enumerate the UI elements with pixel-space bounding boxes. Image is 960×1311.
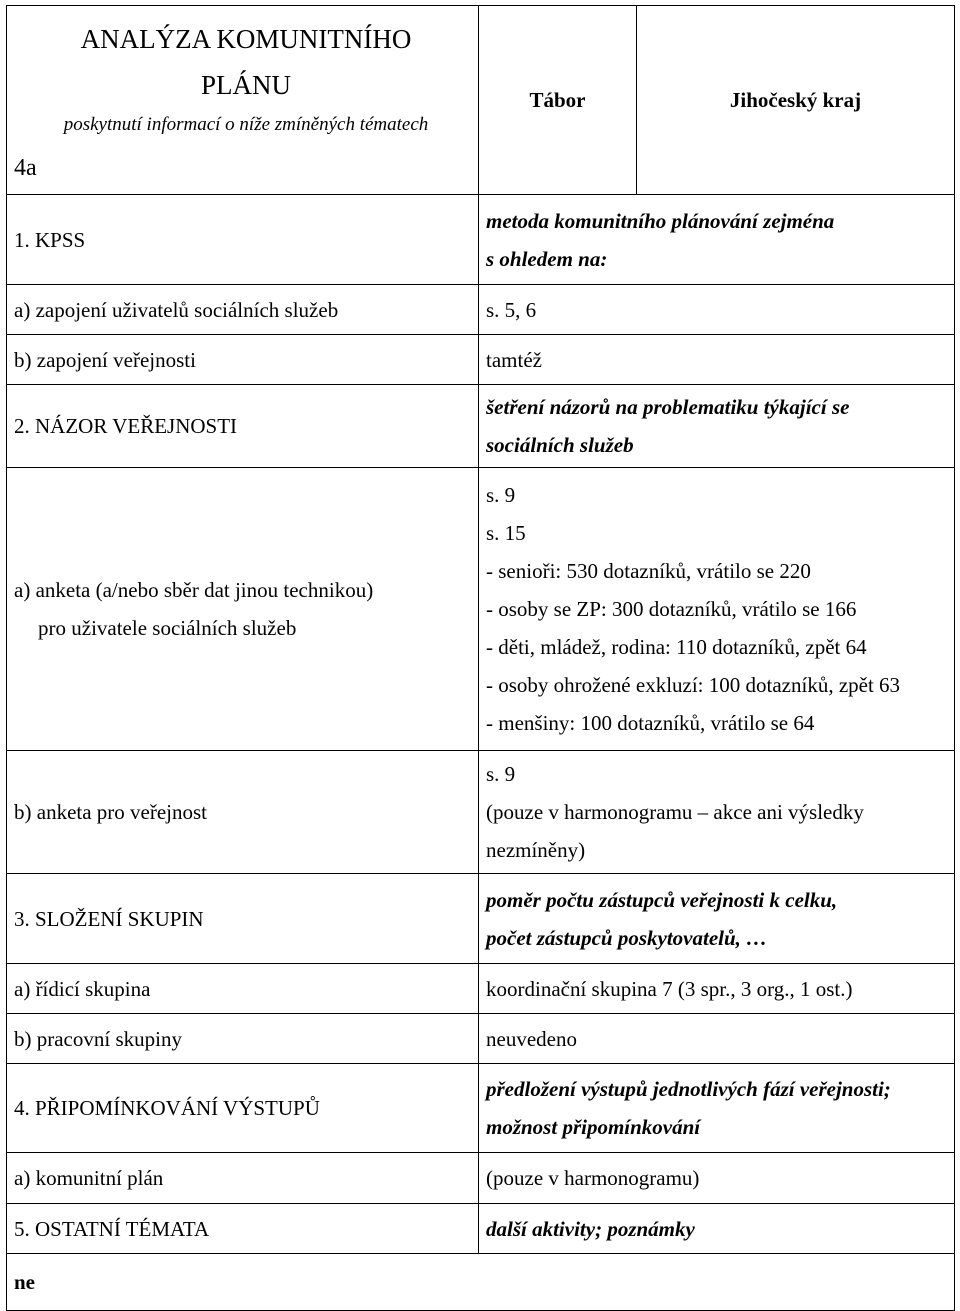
s4-a-value: (pouze v harmonogramu) (479, 1153, 955, 1204)
s4-heading-row (7, 1064, 955, 1153)
s2-b-line: s. 9 (486, 762, 516, 786)
s2-a-line: - menšiny: 100 dotazníků, vrátilo se 64 (486, 711, 815, 735)
header-row (7, 6, 955, 195)
s2-heading-row (7, 385, 955, 468)
s1-a-label: a) zapojení uživatelů sociálních služeb (7, 285, 479, 335)
region-cell: Jihočeský kraj (637, 6, 955, 195)
s2-a-label-line1: a) anketa (a/nebo sběr dat jinou technikou) (14, 578, 374, 602)
s2-a-line: s. 9 (486, 483, 516, 507)
s1-a-row (7, 285, 955, 335)
s2-note-line1: šetření názorů na problematiku týkající se (486, 395, 850, 419)
city-cell: Tábor (479, 6, 637, 195)
s1-heading: 1. KPSS (7, 195, 479, 285)
s3-a-label: a) řídicí skupina (7, 964, 479, 1014)
s3-heading-row (7, 874, 955, 964)
s1-note-line1: metoda komunitního plánování zejména (486, 208, 835, 233)
s5-value: ne (7, 1254, 955, 1311)
s2-a-label (7, 468, 479, 751)
s5-heading: 5. OSTATNÍ TÉMATA (7, 1204, 479, 1254)
s1-note-line2: s ohledem na: (486, 246, 608, 271)
s3-note (479, 874, 955, 964)
s5-heading-row (7, 1204, 955, 1254)
document-code: 4a (14, 155, 37, 181)
s3-b-value: neuvedeno (479, 1014, 955, 1064)
s2-b-label: b) anketa pro veřejnost (7, 751, 479, 874)
s2-a-label-line2: pro uživatele sociálních služeb (38, 616, 297, 640)
title-line2: PLÁNU (200, 70, 291, 100)
s4-note-line2: možnost připomínkování (486, 1115, 701, 1139)
s2-a-row (7, 468, 955, 751)
title-line1: ANALÝZA KOMUNITNÍHO (80, 24, 412, 54)
s1-heading-row (7, 195, 955, 285)
s1-b-label: b) zapojení veřejnosti (7, 335, 479, 385)
s2-b-line: (pouze v harmonogramu – akce ani výsledky (486, 800, 864, 824)
s3-heading: 3. SLOŽENÍ SKUPIN (7, 874, 479, 964)
s2-b-value (479, 751, 955, 874)
s3-b-label: b) pracovní skupiny (7, 1014, 479, 1064)
title-cell (7, 6, 479, 195)
s2-a-line: - senioři: 530 dotazníků, vrátilo se 220 (486, 559, 811, 583)
s4-heading: 4. PŘIPOMÍNKOVÁNÍ VÝSTUPŮ (7, 1064, 479, 1153)
s4-a-label: a) komunitní plán (7, 1153, 479, 1204)
s1-b-value: tamtéž (479, 335, 955, 385)
s2-note-line2: sociálních služeb (486, 433, 634, 457)
s4-a-row (7, 1153, 955, 1204)
s5-note: další aktivity; poznámky (479, 1204, 955, 1254)
s2-note (479, 385, 955, 468)
s3-note-line1: poměr počtu zástupců veřejnosti k celku, (486, 887, 838, 912)
s2-a-line: - děti, mládež, rodina: 110 dotazníků, zpět 64 (486, 635, 867, 659)
s2-a-value (479, 468, 955, 751)
subtitle: poskytnutí informací o níže zmíněných tématech (63, 114, 429, 135)
s3-a-row (7, 964, 955, 1014)
s1-note (479, 195, 955, 285)
s2-heading: 2. NÁZOR VEŘEJNOSTI (7, 385, 479, 468)
s4-note-line1: předložení výstupů jednotlivých fází veřejnosti; (486, 1077, 891, 1101)
s1-b-row (7, 335, 955, 385)
s2-b-row (7, 751, 955, 874)
s4-note (479, 1064, 955, 1153)
s2-a-line: - osoby se ZP: 300 dotazníků, vrátilo se 166 (486, 597, 857, 621)
s2-a-line: - osoby ohrožené exkluzí: 100 dotazníků, zpět 63 (486, 673, 901, 697)
analysis-table (6, 5, 955, 1311)
s3-b-row (7, 1014, 955, 1064)
s1-a-value: s. 5, 6 (479, 285, 955, 335)
s3-note-line2: počet zástupců poskytovatelů, … (486, 925, 768, 950)
s2-a-line: s. 15 (486, 521, 526, 545)
s2-b-line: nezmíněny) (486, 838, 586, 862)
s3-a-value: koordinační skupina 7 (3 spr., 3 org., 1 ost.) (479, 964, 955, 1014)
